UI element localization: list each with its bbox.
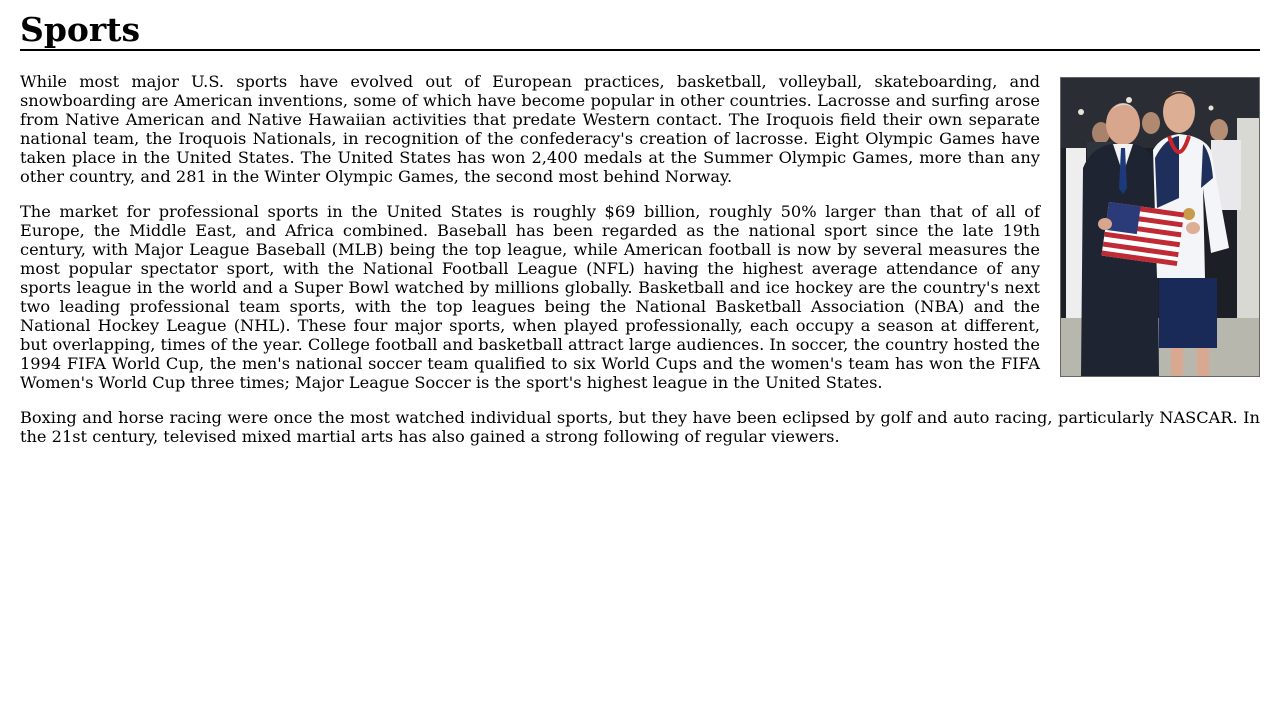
article-body (20, 72, 1260, 446)
article (20, 0, 1260, 462)
sports-photo (1060, 77, 1260, 377)
paragraph-3: Boxing and horse racing were once the most watched individual sports, but they have been eclipsed by golf and auto racing, particularly NASCAR. In the 21st century, televised mixed martial arts has also gained a strong following of regular viewers. (20, 408, 1260, 446)
page-title: Sports (20, 12, 1260, 51)
paragraph-1: While most major U.S. sports have evolved out of European practices, basketball, volleyball, skateboarding, and snowboarding are American inventions, some of which have become popular in other countries. Lacrosse and surfing arose from Native American and Native Hawaiian activities that predate Western contact. The Iroquois field their own separate national team, the Iroquois Nationals, in recognition of the confederacy's creation of lacrosse. Eight Olympic Games have taken place in the United States. The United States has won 2,400 medals at the Summer Olympic Games, more than any other country, and 281 in the Winter Olympic Games, the second most behind Norway. (20, 72, 1040, 186)
photo-illustration (1061, 78, 1259, 376)
paragraph-2: The market for professional sports in the United States is roughly $69 billion, roughly 50% larger than that of all of Europe, the Middle East, and Africa combined. Baseball has been regarded as the national sport since the late 19th century, with Major League Baseball (MLB) being the top league, while American football is now by several measures the most popular spectator sport, with the National Football League (NFL) having the highest average attendance of any sports league in the world and a Super Bowl watched by millions globally. Basketball and ice hockey are the country's next two leading professional team sports, with the top leagues being the National Basketball Association (NBA) and the National Hockey League (NHL). These four major sports, when played professionally, each occupy a season at different, but overlapping, times of the year. College football and basketball attract large audiences. In soccer, the country hosted the 1994 FIFA World Cup, the men's national soccer team qualified to six World Cups and the women's team has won the FIFA Women's World Cup three times; Major League Soccer is the sport's highest league in the United States. (20, 202, 1040, 392)
